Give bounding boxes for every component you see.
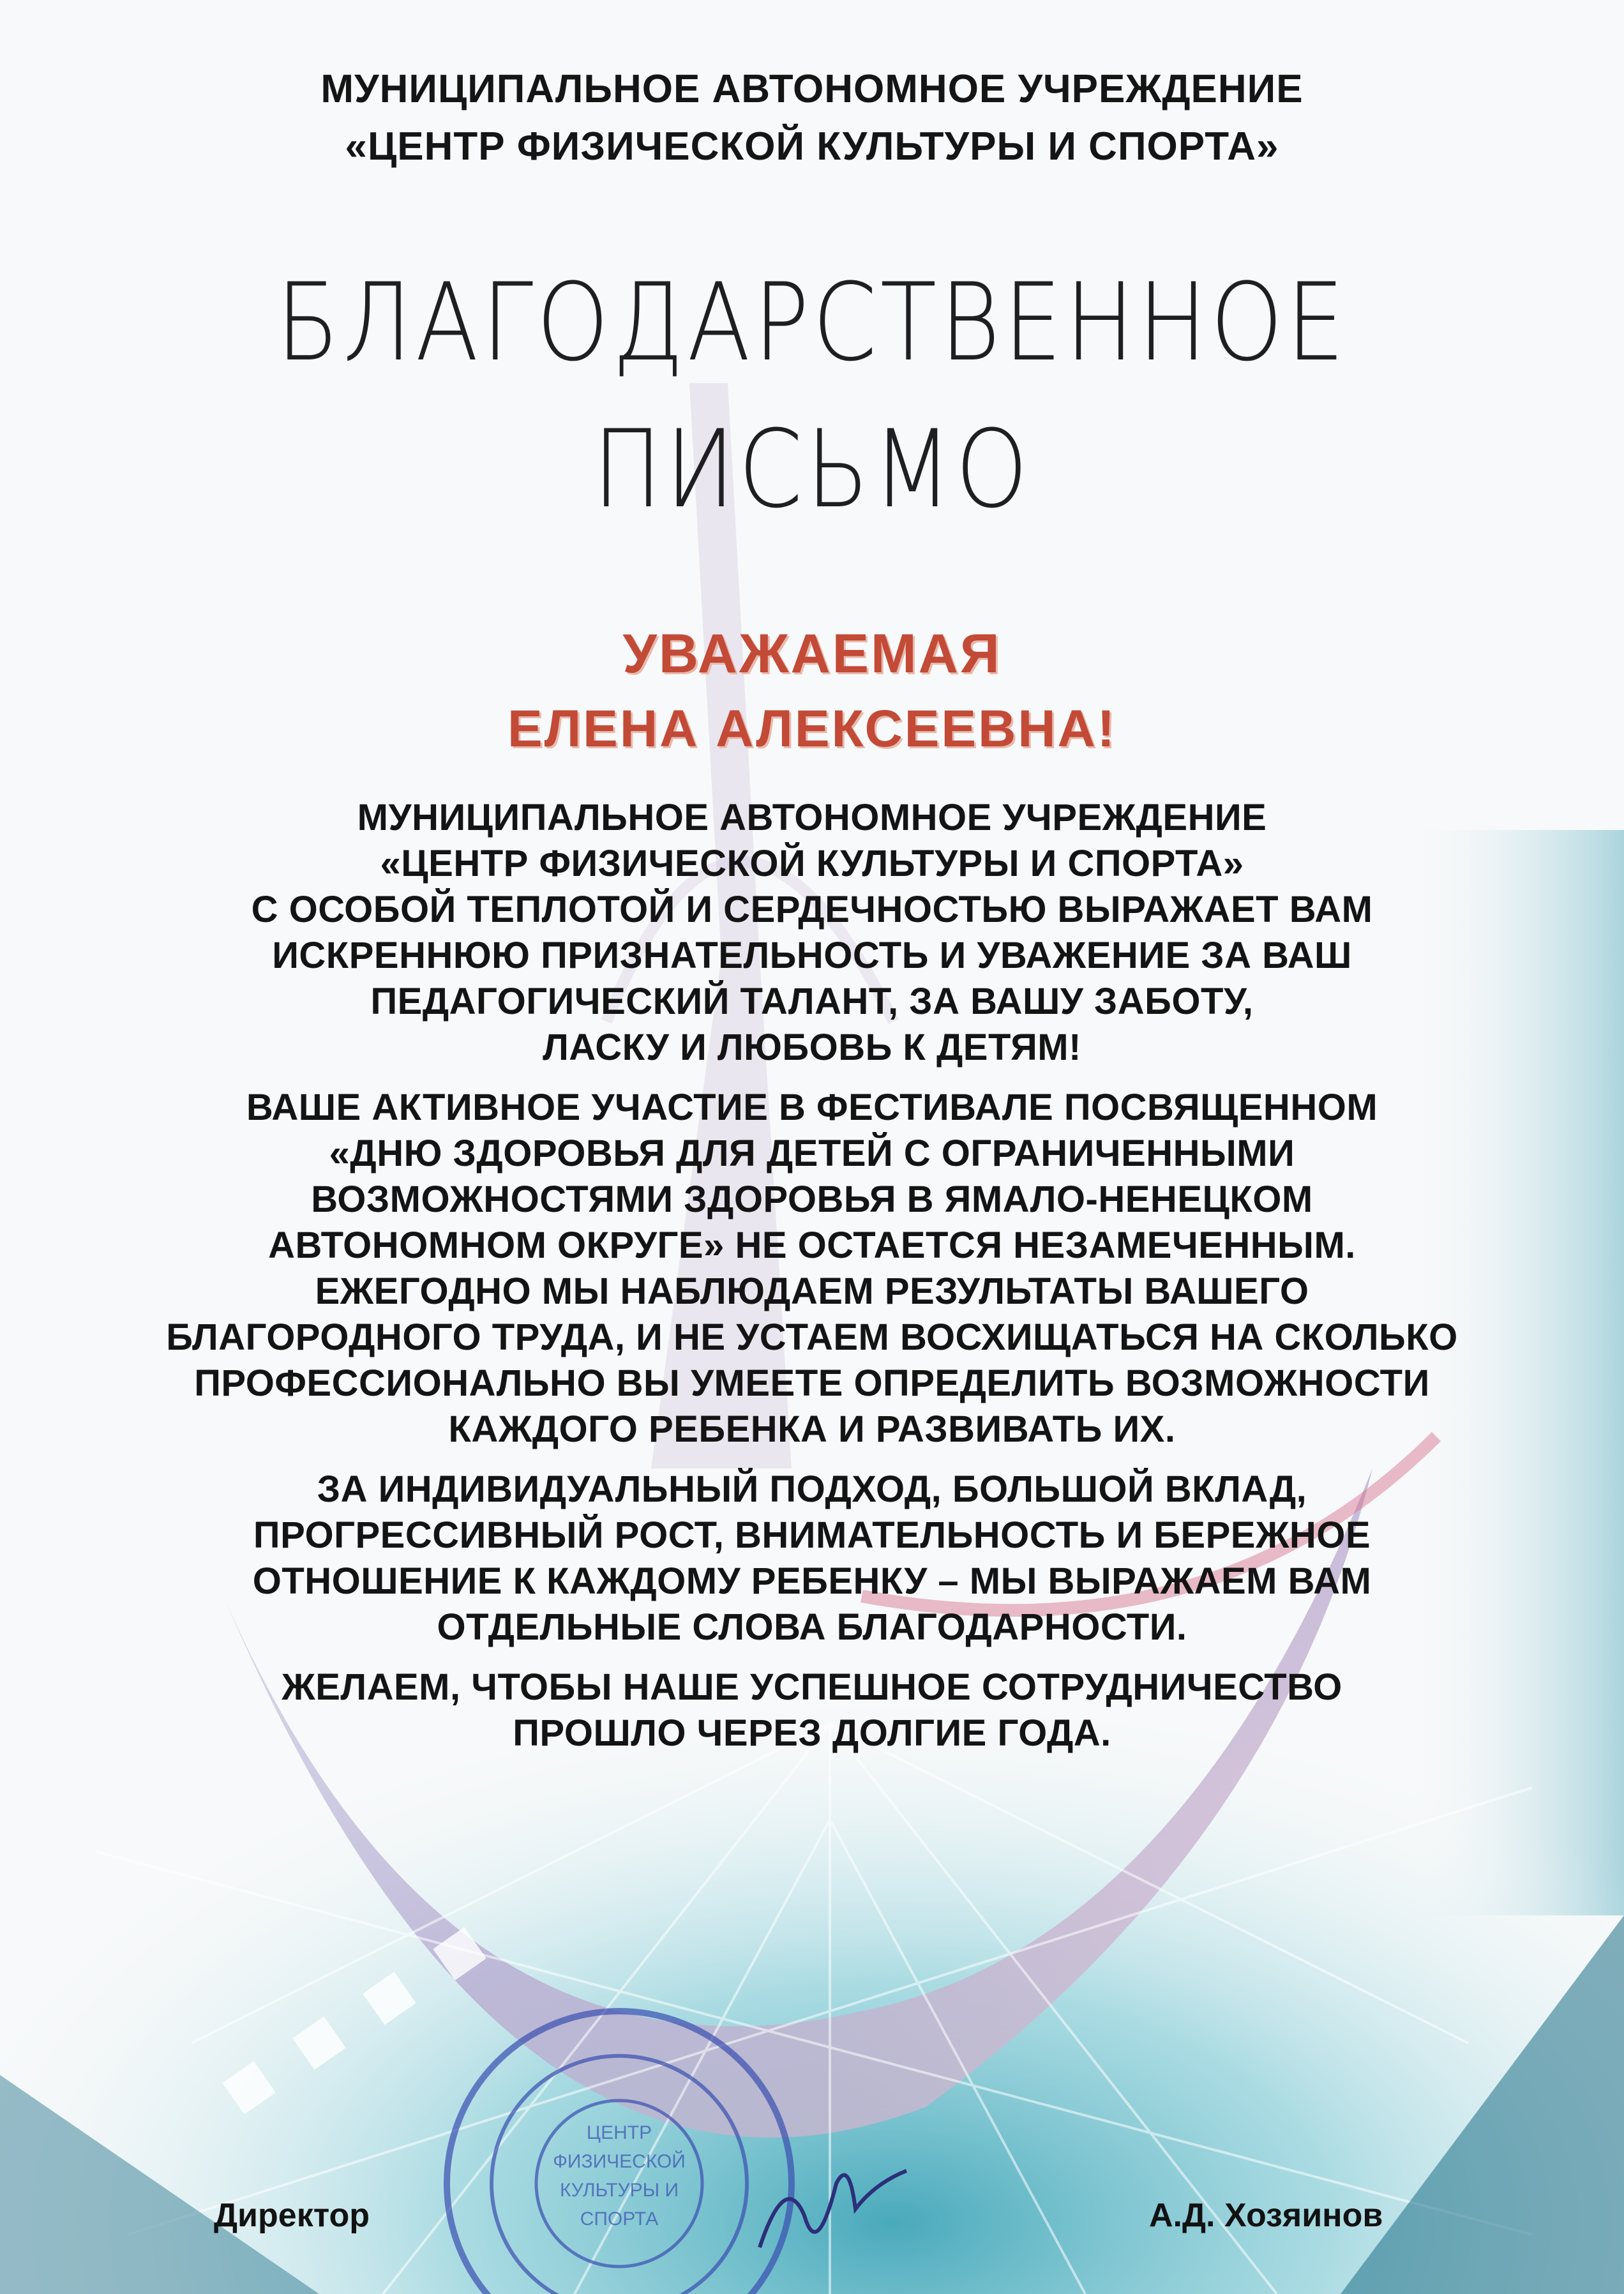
body-line: АВТОНОМНОМ ОКРУГЕ» НЕ ОСТАЕТСЯ НЕЗАМЕЧЕННЫМ.	[268, 1225, 1356, 1266]
svg-text:ЦЕНТР: ЦЕНТР	[586, 2122, 652, 2143]
body-line: ПЕДАГОГИЧЕСКИЙ ТАЛАНТ, ЗА ВАШУ ЗАБОТУ,	[370, 981, 1254, 1022]
body-line: ЛАСКУ И ЛЮБОВЬ К ДЕТЯМ!	[543, 1027, 1081, 1068]
body-line: ПРОГРЕССИВНЫЙ РОСТ, ВНИМАТЕЛЬНОСТЬ И БЕРЕЖНОЕ	[253, 1514, 1371, 1556]
svg-text:СПОРТА: СПОРТА	[580, 2208, 659, 2230]
body-line: «ДНЮ ЗДОРОВЬЯ ДЛЯ ДЕТЕЙ С ОГРАНИЧЕННЫМИ	[329, 1133, 1295, 1174]
body-line: ПРОШЛО ЧЕРЕЗ ДОЛГИЕ ГОДА.	[513, 1712, 1111, 1754]
signature-position: Директор	[214, 2197, 370, 2234]
letter-body	[0, 795, 1624, 1756]
letter-title-line2: ПИСЬМО	[592, 407, 1032, 532]
greeting-line2: ЕЛЕНА АЛЕКСЕЕВНА!	[507, 700, 1117, 758]
body-line: С ОСОБОЙ ТЕПЛОТОЙ И СЕРДЕЧНОСТЬЮ ВЫРАЖАЕТ ВАМ	[251, 889, 1373, 930]
signature-name: А.Д. Хозяинов	[1149, 2197, 1383, 2234]
body-line: БЛАГОРОДНОГО ТРУДА, И НЕ УСТАЕМ ВОСХИЩАТЬСЯ НА СКОЛЬКО	[166, 1317, 1458, 1358]
greeting-line1: УВАЖАЕМАЯ	[622, 623, 1002, 684]
body-line: ИСКРЕННЮЮ ПРИЗНАТЕЛЬНОСТЬ И УВАЖЕНИЕ ЗА ВАШ	[272, 935, 1352, 976]
body-line: ВОЗМОЖНОСТЯМИ ЗДОРОВЬЯ В ЯМАЛО-НЕНЕЦКОМ	[311, 1179, 1313, 1220]
body-line: ВАШЕ АКТИВНОЕ УЧАСТИЕ В ФЕСТИВАЛЕ ПОСВЯЩЕННОМ	[246, 1087, 1378, 1128]
org-name-line1: МУНИЦИПАЛЬНОЕ АВТОНОМНОЕ УЧРЕЖДЕНИЕ	[320, 67, 1304, 111]
body-line: ЖЕЛАЕМ, ЧТОБЫ НАШЕ УСПЕШНОЕ СОТРУДНИЧЕСТВО	[282, 1666, 1342, 1708]
body-line: «ЦЕНТР ФИЗИЧЕСКОЙ КУЛЬТУРЫ И СПОРТА»	[380, 843, 1244, 884]
svg-text:КУЛЬТУРЫ И: КУЛЬТУРЫ И	[559, 2180, 679, 2201]
body-line: ОТНОШЕНИЕ К КАЖДОМУ РЕБЕНКУ – МЫ ВЫРАЖАЕМ ВАМ	[252, 1560, 1372, 1602]
body-line: ПРОФЕССИОНАЛЬНО ВЫ УМЕЕТЕ ОПРЕДЕЛИТЬ ВОЗМОЖНОСТИ	[194, 1362, 1430, 1404]
body-line: ЗА ИНДИВИДУАЛЬНЫЙ ПОДХОД, БОЛЬШОЙ ВКЛАД,	[317, 1468, 1307, 1510]
body-line: ОТДЕЛЬНЫЕ СЛОВА БЛАГОДАРНОСТИ.	[437, 1606, 1187, 1648]
letter-title-line1: БЛАГОДАРСТВЕННОЕ	[276, 260, 1348, 385]
body-line: МУНИЦИПАЛЬНОЕ АВТОНОМНОЕ УЧРЕЖДЕНИЕ	[357, 797, 1267, 838]
body-line: ЕЖЕГОДНО МЫ НАБЛЮДАЕМ РЕЗУЛЬТАТЫ ВАШЕГО	[315, 1271, 1309, 1312]
org-name-line2: «ЦЕНТР ФИЗИЧЕСКОЙ КУЛЬТУРЫ И СПОРТА»	[345, 125, 1279, 169]
svg-text:ФИЗИЧЕСКОЙ: ФИЗИЧЕСКОЙ	[553, 2151, 686, 2172]
body-line: КАЖДОГО РЕБЕНКА И РАЗВИВАТЬ ИХ.	[448, 1408, 1176, 1450]
